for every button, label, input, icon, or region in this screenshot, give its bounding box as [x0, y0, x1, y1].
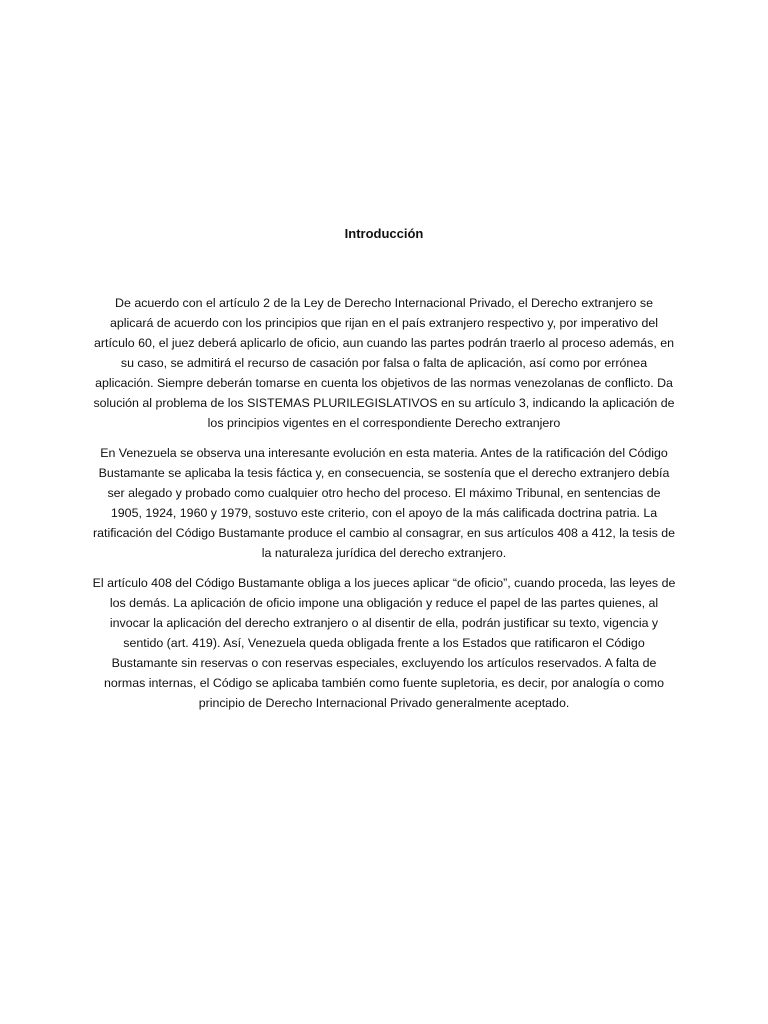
- paragraph-2: En Venezuela se observa una interesante evolución en esta materia. Antes de la ratificación del Código Bustamante se aplicaba la tesis fáctica y, en consecuencia, se sostenía que el derecho extranjero debía ser alegado y probado como cualquier otro hecho del proceso. El máximo Tribunal, en sentencias de 1905, 1924, 1960 y 1979, sostuvo este criterio, con el apoyo de la más calificada doctrina patria. La ratificación del Código Bustamante produce el cambio al consagrar, en sus artículos 408 a 412, la tesis de la naturaleza jurídica del derecho extranjero.: [92, 446, 675, 560]
- paragraph-1: De acuerdo con el artículo 2 de la Ley de Derecho Internacional Privado, el Derecho extranjero se aplicará de acuerdo con los principios que rijan en el país extranjero respectivo y, por imperativo del artículo 60, el juez deberá aplicarlo de oficio, aun cuando las partes podrán traerlo al proceso además, en su caso, se admitirá el recurso de casación por falsa o falta de aplicación, así como por errónea aplicación. Siempre deberán tomarse en cuenta los objetivos de las normas venezolanas de conflicto. Da solución al problema de los SISTEMAS PLURILEGISLATIVOS en su artículo 3, indicando la aplicación de los principios vigentes en el correspondiente Derecho extranjero: [93, 296, 675, 430]
- document-body: [92, 226, 676, 723]
- paragraph-3: El artículo 408 del Código Bustamante obliga a los jueces aplicar “de oficio”, cuando proceda, las leyes de los demás. La aplicación de oficio impone una obligación y reduce el papel de las partes quienes, al invocar la aplicación del derecho extranjero o al disentir de ella, podrán justificar su texto, vigencia y sentido (art. 419). Así, Venezuela queda obligada frente a los Estados que ratificaron el Código Bustamante sin reservas o con reservas especiales, excluyendo los artículos reservados. A falta de normas internas, el Código se aplicaba también como fuente supletoria, es decir, por analogía o como principio de Derecho Internacional Privado generalmente aceptado.: [92, 576, 676, 710]
- document-title: Introducción: [344, 226, 424, 241]
